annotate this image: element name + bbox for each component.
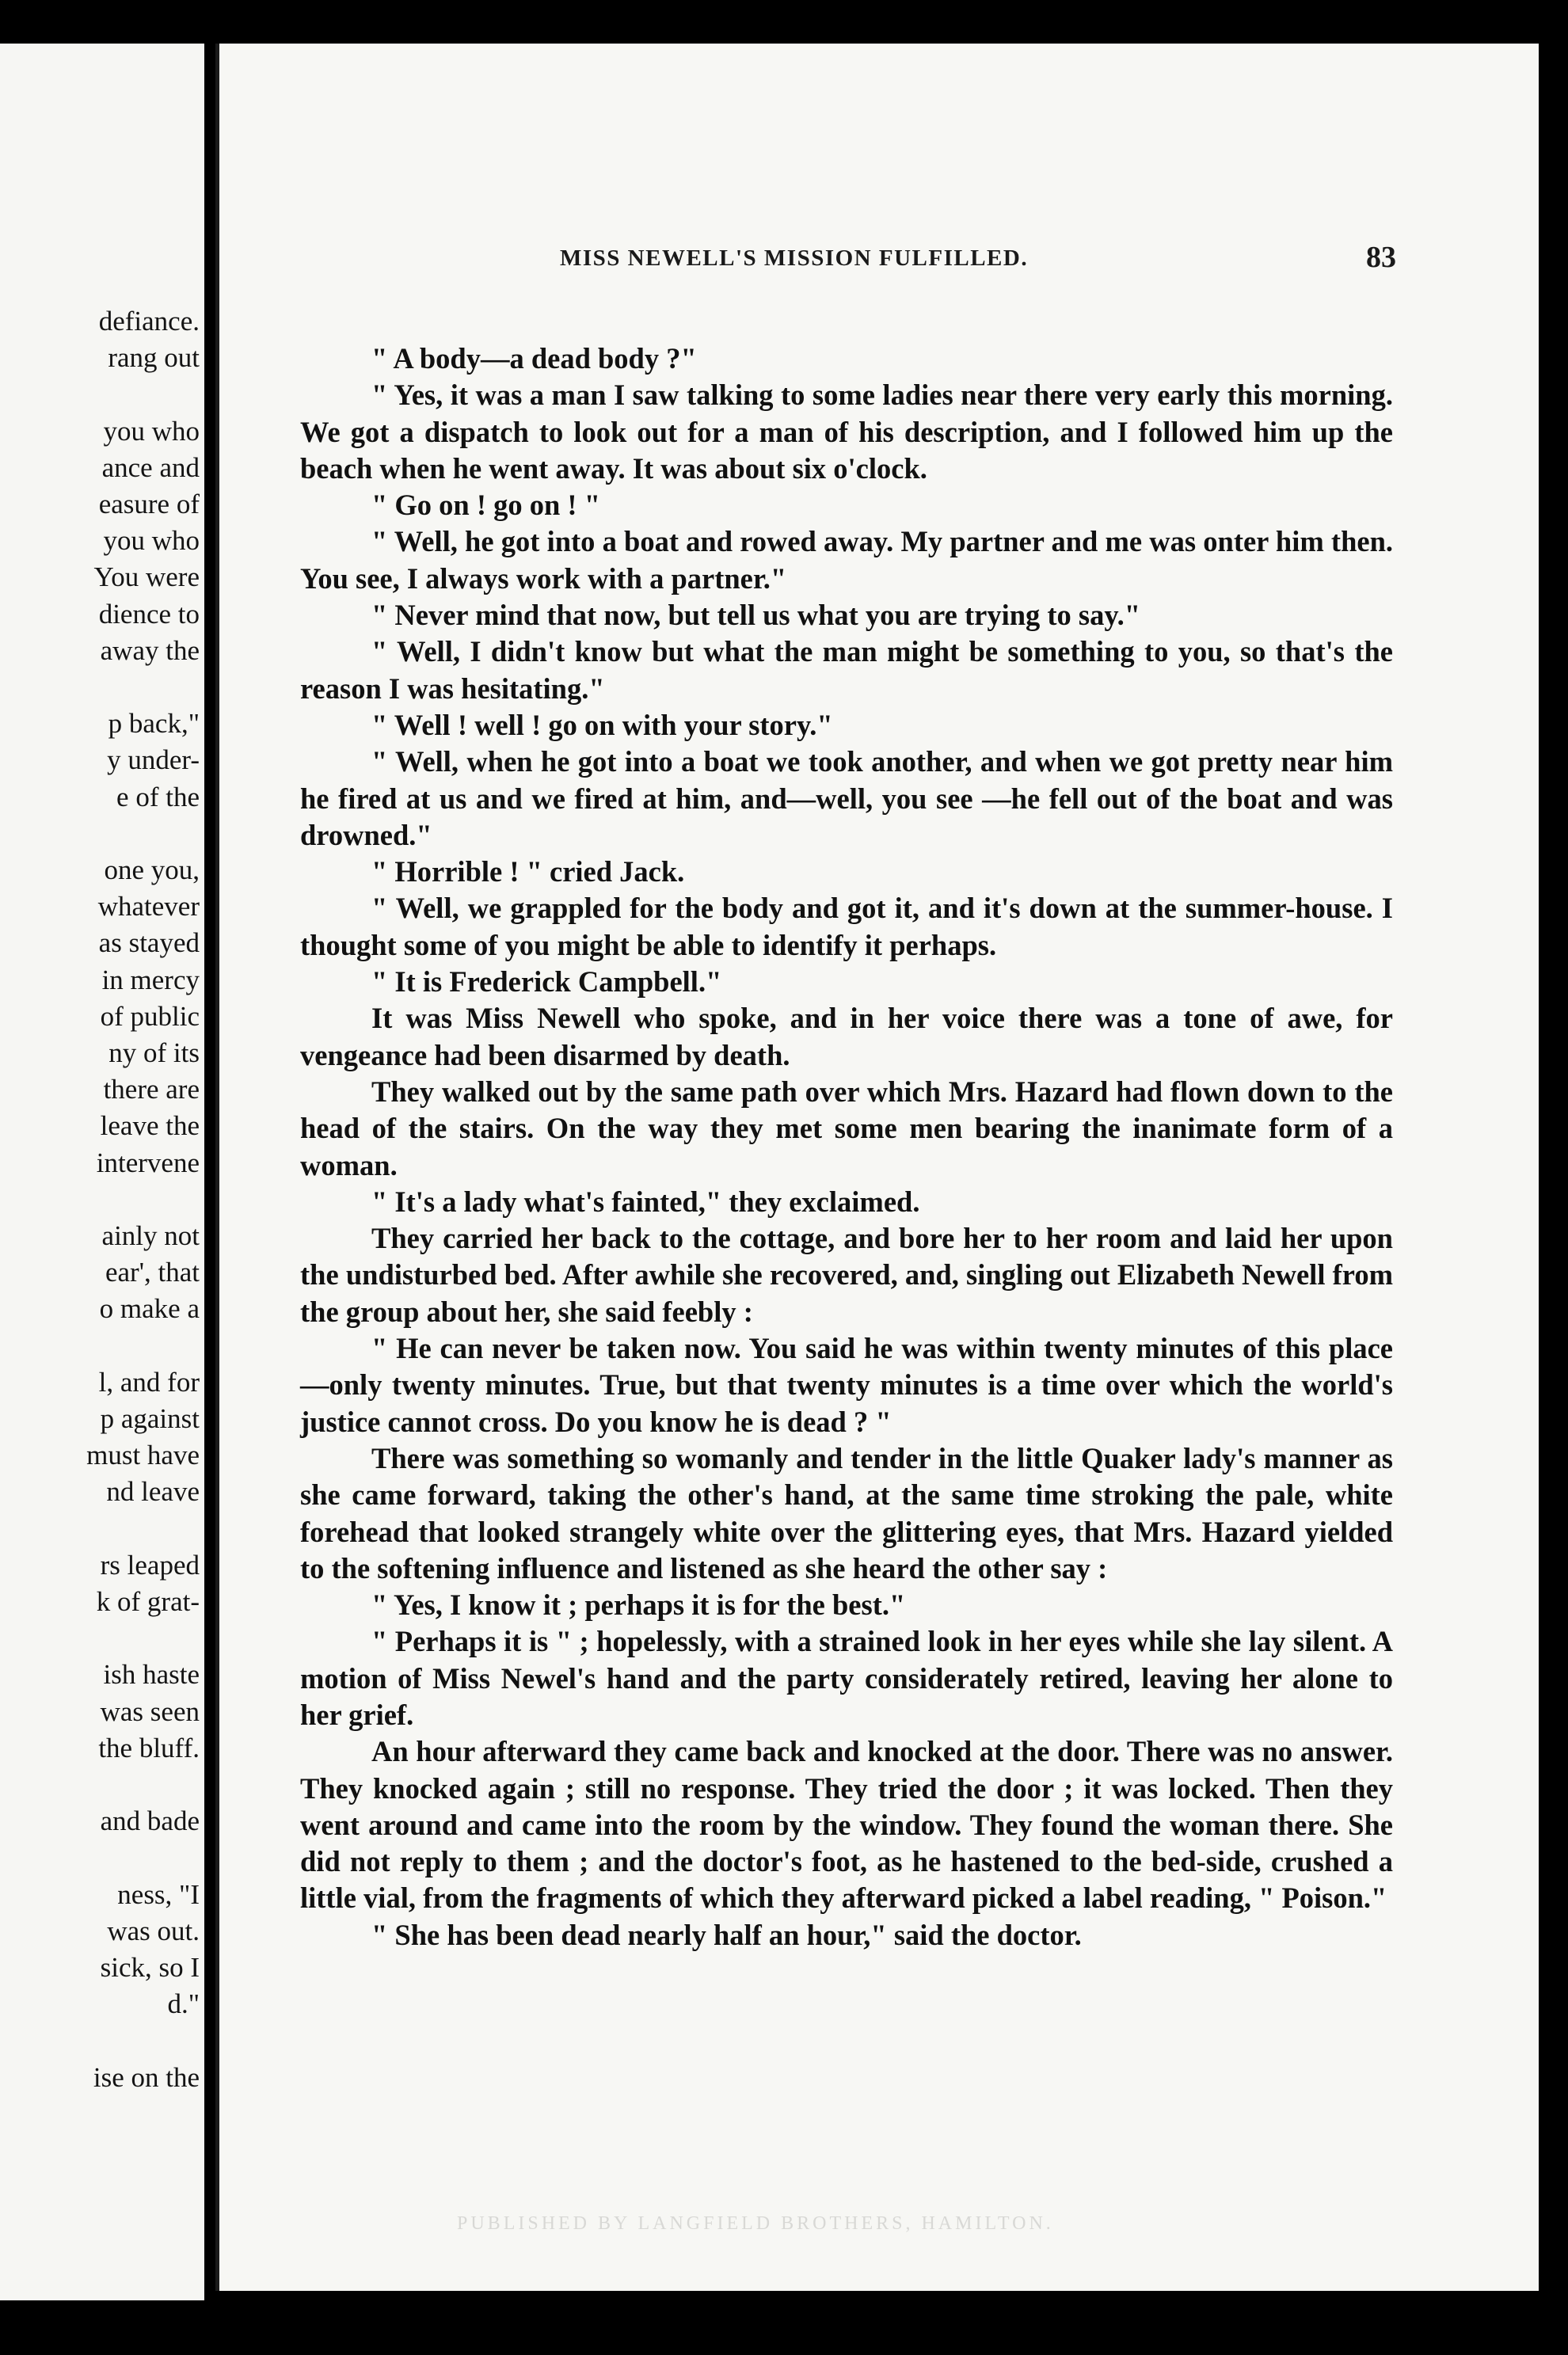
paragraph: " It is Frederick Campbell." <box>371 965 722 999</box>
left-page-line: e of the <box>116 781 200 812</box>
paragraph: " Well, we grappled for the body and got it, and it's down at the summer-house. I thought some of you might be able to identify it perhaps. <box>300 892 1393 961</box>
right-page <box>215 44 1539 2291</box>
left-page-line: was seen <box>100 1695 200 1727</box>
left-page-line: must have <box>86 1440 200 1471</box>
left-page-line: defiance. <box>98 306 200 337</box>
left-page-line: as stayed <box>98 927 200 959</box>
left-page-line: ny of its <box>108 1037 200 1068</box>
left-page-line: was out. <box>107 1915 200 1946</box>
left-page-line: whatever <box>97 891 200 923</box>
left-page-line: you who <box>103 415 200 447</box>
left-page-line: of public <box>100 1000 200 1032</box>
left-page-line: the bluff. <box>98 1732 200 1763</box>
paragraph: " Horrible ! " cried Jack. <box>371 855 685 888</box>
left-page-line: away the <box>100 634 200 666</box>
left-page-line: l, and for <box>98 1366 200 1398</box>
bleed-through-footer: PUBLISHED BY LANGFIELD BROTHERS, HAMILTON. <box>457 2213 1054 2234</box>
paragraph: " Well ! well ! go on with your story." <box>371 708 833 741</box>
left-page-line: p against <box>100 1403 200 1434</box>
left-page-line: y under- <box>107 744 200 776</box>
left-page-line: dience to <box>98 598 200 630</box>
left-page-line: ness, "I <box>117 1878 200 1910</box>
left-page-line: easure of <box>98 489 200 519</box>
left-page-line: one you, <box>104 854 200 885</box>
running-head: MISS NEWELL'S MISSION FULFILLED. <box>560 245 1029 271</box>
left-page-line: rs leaped <box>100 1549 200 1581</box>
paragraph: " A body—a dead body ?" <box>371 342 697 375</box>
paragraph: " Go on ! go on ! " <box>371 489 600 522</box>
paragraph: " Well, I didn't know but what the man might be something to you, so that's the reason I was hesitating." <box>300 635 1393 705</box>
body-text <box>300 341 1393 1954</box>
left-page-line: there are <box>103 1074 200 1105</box>
paragraph: " Well, when he got into a boat we took another, and when we got pretty near him he fired at us and we fired at him, and—well, you see —he fell out of the boat and was drowned." <box>300 745 1393 851</box>
left-page-line: sick, so I <box>100 1952 200 1983</box>
left-page-line: in mercy <box>101 964 200 995</box>
left-page-line: ance and <box>101 451 200 483</box>
left-page-line: p back," <box>108 708 200 740</box>
left-page-line: You were <box>93 561 200 593</box>
paragraph: It was Miss Newell who spoke, and in her voice there was a tone of awe, for vengeance had been disarmed by death. <box>300 1002 1393 1071</box>
page-number: 83 <box>1366 241 1396 274</box>
paragraph: " He can never be taken now. You said he was within twenty minutes of this place—only twenty minutes. True, but that twenty minutes is a time over which the world's justice cannot cross. Do you know he is dead ? " <box>300 1332 1393 1438</box>
left-page-line: and bade <box>100 1805 200 1837</box>
left-page-line: ear', that <box>105 1257 200 1288</box>
paragraph: " Well, he got into a boat and rowed away. My partner and me was onter him then. You see, I always work with a partner." <box>300 525 1393 595</box>
left-page-line: leave the <box>100 1110 200 1142</box>
left-page-line: rang out <box>108 342 200 374</box>
paragraph: " Never mind that now, but tell us what you are trying to say." <box>371 599 1140 632</box>
paragraph: There was something so womanly and tender in the little Quaker lady's manner as she came forward, taking the other's hand, at the same time stroking the pale, white forehead that looked strangely white over the glittering eyes, that Mrs. Hazard yielded to the softening influence and listened as she heard the other say : <box>300 1441 1393 1585</box>
paragraph: " Perhaps it is " ; hopelessly, with a strained look in her eyes while she lay silent. A motion of Miss Newel's hand and the party considerately retired, leaving her alone to her grief. <box>300 1625 1393 1731</box>
paragraph: " Yes, I know it ; perhaps it is for the best." <box>371 1588 906 1622</box>
left-page-line: nd leave <box>106 1476 200 1508</box>
left-page-line: k of grat- <box>96 1586 200 1617</box>
left-page-fragment <box>0 44 204 2300</box>
paragraph: " Yes, it was a man I saw talking to some ladies near there very early this morning. We got a dispatch to look out for a man of his description, and I followed him up the beach when he went away. It was about six o'clock. <box>300 379 1393 485</box>
left-page-line: ainly not <box>101 1220 200 1251</box>
left-page-line: d." <box>167 1988 200 2020</box>
left-page-line: intervene <box>96 1147 200 1178</box>
paragraph: " She has been dead nearly half an hour," said the doctor. <box>371 1918 1082 1951</box>
paragraph: An hour afterward they came back and knocked at the door. There was no answer. They knocked again ; still no response. They tried the door ; it was locked. Then they went around and came into the room by the window. They found the woman there. She did not reply to them ; and the doctor's foot, as he hastened to the bed-side, crushed a little vial, from the fragments of which they afterward picked a label reading, " Poison." <box>300 1735 1393 1915</box>
left-page-line: ish haste <box>103 1659 200 1691</box>
left-page-line: o make a <box>99 1293 200 1325</box>
left-page-line: you who <box>103 525 200 557</box>
paragraph: They walked out by the same path over which Mrs. Hazard had flown down to the head of the stairs. On the way they met some men bearing the inanimate form of a woman. <box>300 1075 1393 1181</box>
left-page-line: ise on the <box>93 2061 200 2093</box>
paragraph: " It's a lady what's fainted," they exclaimed. <box>371 1185 920 1218</box>
paragraph: They carried her back to the cottage, and bore her to her room and laid her upon the undisturbed bed. After awhile she recovered, and, singling out Elizabeth Newell from the group about her, she said feebly : <box>300 1222 1393 1328</box>
